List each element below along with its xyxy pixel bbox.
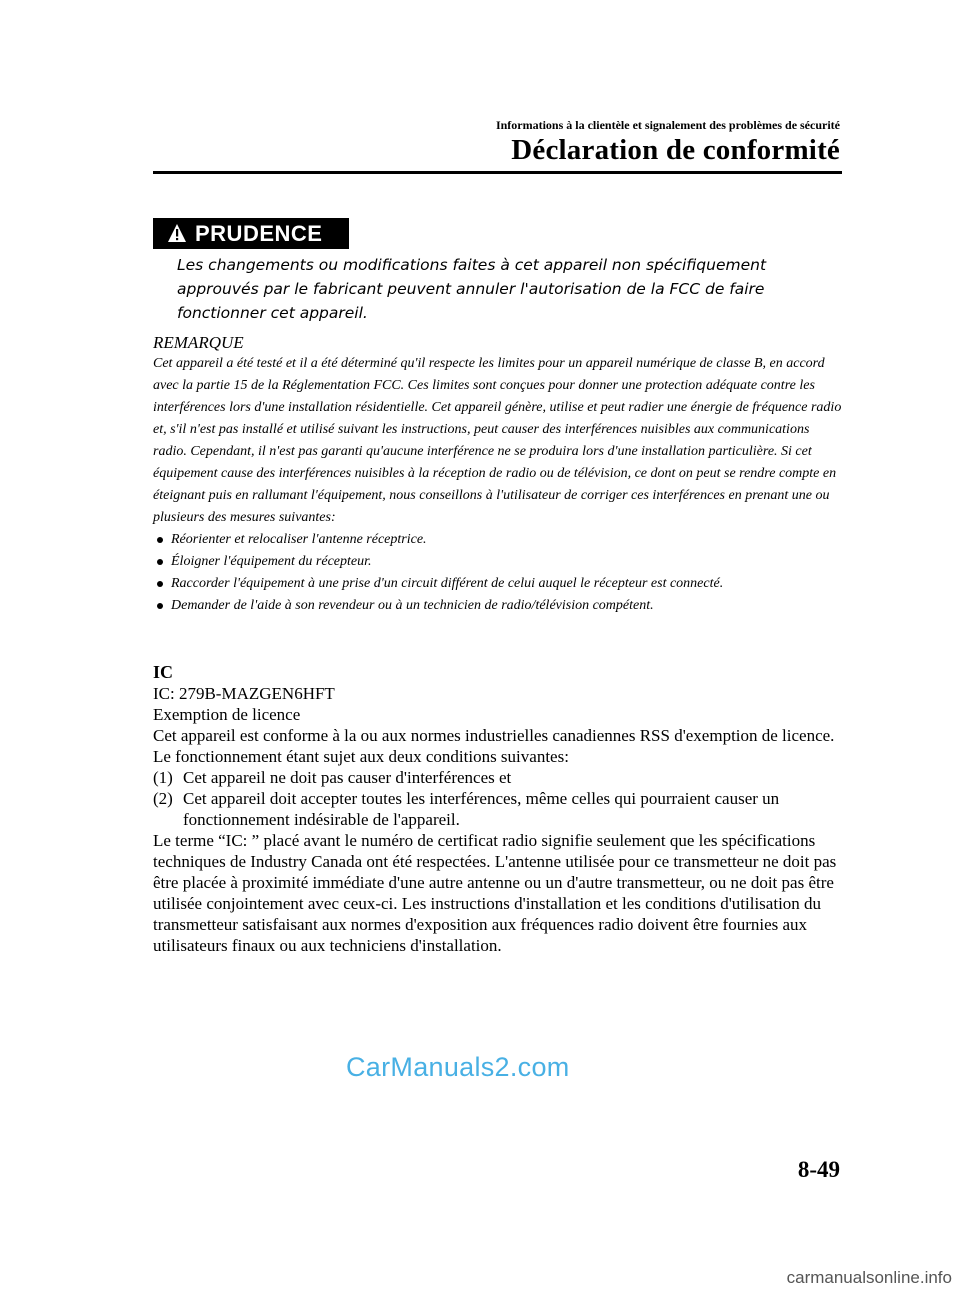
ic-closing: Le terme “IC: ” placé avant le numéro de certificat radio signifie seulement que les spécifications techniques de Industry Canada ont été respectées. L'antenne utilisée pour ce transmetteur ne doit pas être placée à proximité immédiate d'une autre antenne ou un d'autre transmetteur, ou ne doit pas être utilisée conjointement avec ceux-ci. Les instructions d'installation et les conditions d'utilisation du transmetteur satisfaisant aux normes d'exposition aux fréquences radio doivent être fournies aux utilisateurs finaux ou aux techniciens d'installation. bbox=[153, 831, 837, 955]
ic-section bbox=[153, 662, 843, 956]
ic-intro: Cet appareil est conforme à la ou aux normes industrielles canadiennes RSS d'exemption de licence. Le fonctionnement étant sujet aux deux conditions suivantes: bbox=[153, 726, 835, 766]
bullet-dot-icon bbox=[157, 559, 163, 565]
warning-triangle-icon bbox=[167, 223, 187, 243]
ic-id-line: IC: 279B-MAZGEN6HFT bbox=[153, 684, 335, 703]
header-subtitle: Informations à la clientèle et signalement des problèmes de sécurité bbox=[495, 118, 840, 132]
bullet-dot-icon bbox=[157, 603, 163, 609]
ic-heading: IC bbox=[153, 662, 174, 682]
bullet-dot-icon bbox=[157, 581, 163, 587]
note-bullet-list bbox=[153, 529, 843, 617]
header-rule bbox=[153, 171, 842, 174]
caution-text: Les changements ou modifications faites à cet appareil non spécifiquement approuvés par le fabricant peuvent annuler l'autorisation de la FCC de faire fonctionner cet appareil. bbox=[177, 256, 767, 322]
ic-condition-text: Cet appareil ne doit pas causer d'interférences et bbox=[183, 768, 512, 787]
note-bullet-text: Éloigner l'équipement du récepteur. bbox=[171, 554, 372, 569]
note-paragraph: Cet appareil a été testé et il a été déterminé qu'il respecte les limites pour un appareil numérique de classe B, en accord avec la partie 15 de la Réglementation FCC. Ces limites sont conçues pour donner une protection adéquate contre les interférences lors d'une installation résidentielle. Cet appareil génère, utilise et peut radier une énergie de fréquence radio et, s'il n'est pas installé et utilisé suivant les instructions, peut causer des interférences nuisibles aux communications radio. Cependant, il n'est pas garanti qu'aucune interférence ne se produira lors d'une installation particulière. Si cet équipement cause des interférences nuisibles à la réception de radio ou de télévision, ce dont on peut se rendre compte en éteignant puis en rallumant l'équipement, nous conseillons à l'utilisateur de corriger ces interférences en prenant une ou plusieurs des mesures suivantes: bbox=[153, 356, 842, 525]
page-number: 8-49 bbox=[797, 1157, 840, 1182]
note-title: REMARQUE bbox=[153, 333, 244, 352]
caution-label: PRUDENCE bbox=[195, 221, 323, 246]
ic-condition-number: (2) bbox=[153, 789, 173, 808]
watermark: CarManuals2.com bbox=[346, 1052, 570, 1082]
note-bullet-text: Demander de l'aide à son revendeur ou à un technicien de radio/télévision compétent. bbox=[171, 598, 654, 613]
ic-condition-text: Cet appareil doit accepter toutes les interférences, même celles qui pourraient causer un fonctionnement indésirable de l'appareil. bbox=[183, 789, 780, 829]
ic-condition bbox=[153, 788, 843, 830]
note-bullet bbox=[153, 529, 843, 551]
bullet-dot-icon bbox=[157, 537, 163, 543]
footer-mark: carmanualsonline.info bbox=[786, 1268, 952, 1287]
ic-condition-list bbox=[153, 767, 843, 830]
ic-condition bbox=[153, 767, 843, 788]
note-bullet-text: Raccorder l'équipement à une prise d'un circuit différent de celui auquel le récepteur est connecté. bbox=[171, 576, 724, 591]
note-bullet bbox=[153, 551, 843, 573]
note-body bbox=[153, 353, 843, 617]
caution-badge bbox=[153, 218, 349, 249]
ic-condition-number: (1) bbox=[153, 768, 173, 787]
note-bullet-text: Réorienter et relocaliser l'antenne réceptrice. bbox=[171, 532, 427, 547]
note-bullet bbox=[153, 573, 843, 595]
note-bullet bbox=[153, 595, 843, 617]
header-title: Déclaration de conformité bbox=[511, 134, 840, 166]
ic-exemption: Exemption de licence bbox=[153, 705, 301, 724]
